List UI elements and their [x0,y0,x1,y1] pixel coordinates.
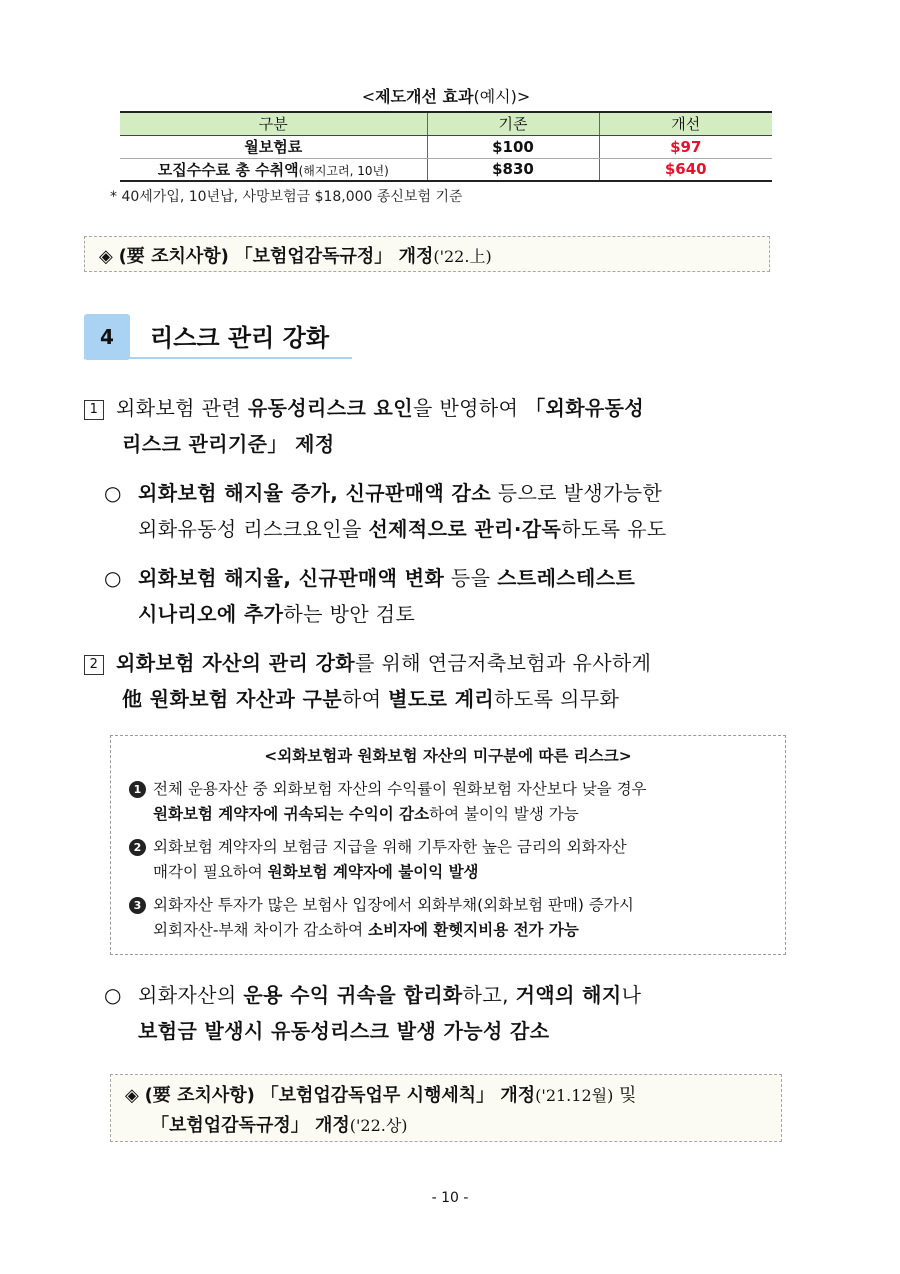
item-text-bold: 유동성리스크 요인 [247,396,413,420]
bullet-text: 외화자산의 [138,983,244,1007]
action-box-1 [84,236,770,272]
bullet-text: 등으로 발생가능한 [490,481,663,505]
bullet-text-bold: 선제적으로 관리·감독 [368,517,562,541]
item-text: 하도록 의무화 [494,687,620,711]
action-text: 「보험업감독규정」 개정 [234,246,434,267]
risk-text: 외화자산 투자가 많은 보험사 입장에서 외화부채(외화보험 판매) 증가시 [153,896,634,914]
row-after-value: $640 [599,158,772,181]
action-date: ('22.상) [349,1116,408,1135]
bullet-text-bold: 거액의 해지 [515,983,622,1007]
item-text-bold: 「외화유동성 [525,396,645,420]
bullet-text: 하도록 유도 [561,517,667,541]
number-1-icon: 1 [129,781,146,798]
bullet-circle-icon: ○ [104,481,122,505]
section-underline [84,357,352,359]
action-text: 「보험업감독업무 시행세칙」 개정 [260,1085,536,1106]
item-1 [84,390,784,462]
action-date: ('22.上) [433,247,492,266]
action-text: 「보험업감독규정」 개정 [151,1115,350,1136]
bullet-circle-icon: ○ [104,983,122,1007]
risk-text: 전체 운용자산 중 외화보험 자산의 수익률이 원화보험 자산보다 낮을 경우 [153,780,647,798]
action-box-2 [110,1074,782,1142]
row-before-value: $830 [427,158,599,181]
section-number: 4 [84,314,130,360]
row-after-value: $97 [599,135,772,158]
item-text: 외화보험 관련 [116,396,248,420]
risk-text: 매각이 필요하여 [153,863,268,881]
number-2-icon: 2 [129,839,146,856]
bullet-text: 나 [621,983,642,1007]
risk-text-bold: 원화보험 계약자에 불이익 발생 [267,863,479,881]
header-before: 기존 [427,112,599,135]
action-label: (要 조치사항) [118,246,229,267]
bullet-text: 하고, [462,983,516,1007]
risk-item [129,777,767,827]
item-text-bold: 리스크 관리기준」 제정 [122,432,335,456]
row-label: 모집수수료 총 수취액 [157,160,299,179]
bullet-text-bold: 보험금 발생시 유동성리스크 발생 가능성 감소 [138,1019,550,1043]
table-footnote: * 40세가입, 10년납, 사망보험금 $18,000 종신보험 기준 [110,189,463,205]
bullet-3 [104,977,784,1049]
bullet-text: 등을 [444,566,498,590]
bullet-text-bold: 스트레스테스트 [497,566,636,590]
item-text-bold: 외화보험 자산의 관리 강화 [116,651,356,675]
action-date: ('21.12월) [535,1086,614,1105]
bullet-circle-icon: ○ [104,566,122,590]
item-text: 를 위해 연금저축보험과 유사하게 [355,651,652,675]
item-text-bold: 별도로 계리 [388,687,495,711]
item-number-box: 1 [84,400,104,420]
number-3-icon: 3 [129,897,146,914]
row-before-value: $100 [427,135,599,158]
table-header-row [120,112,772,135]
item-number-box: 2 [84,655,104,675]
table-caption-suffix: (예시) [473,87,517,106]
risk-box-title: <외화보험과 원화보험 자산의 미구분에 따른 리스크> [264,747,632,765]
item-text: 하여 [341,687,389,711]
risk-box [110,735,786,955]
table-row [120,158,772,181]
row-label-note: (해지고려, 10년) [298,163,389,178]
bullet-text-bold: 외화보험 해지율 증가, 신규판매액 감소 [138,481,491,505]
table-row [120,135,772,158]
action-label: (要 조치사항) [144,1085,255,1106]
bullet-text: 외화유동성 리스크요인을 [138,517,369,541]
diamond-icon: ◈ [125,1085,139,1106]
item-text: 을 반영하여 [412,396,526,420]
row-label: 월보험료 [120,135,427,158]
bullet-text-bold: 외화보험 해지율, 신규판매액 변화 [138,566,445,590]
bullet-text-bold: 운용 수익 귀속을 합리화 [243,983,463,1007]
bullet-1 [104,475,784,547]
risk-item [129,893,767,943]
table-caption-title: 제도개선 효과 [375,87,474,106]
table-caption: <제도개선 효과(예시)> [361,87,531,106]
header-category: 구분 [120,112,427,135]
risk-item [129,835,767,885]
header-after: 개선 [599,112,772,135]
effect-table [120,111,772,182]
item-2 [84,645,784,717]
item-text-bold: 他 원화보험 자산과 구분 [122,687,342,711]
risk-text-bold: 원화보험 계약자에 귀속되는 수익이 감소 [153,805,430,823]
diamond-icon: ◈ [99,246,113,267]
bullet-text-bold: 시나리오에 추가 [138,602,284,626]
bullet-2 [104,560,784,632]
section-title: 리스크 관리 강화 [150,324,329,352]
risk-text: 외화보험 계약자의 보험금 지급을 위해 기투자한 높은 금리의 외화자산 [153,838,627,856]
bullet-text: 하는 방안 검토 [283,602,416,626]
risk-text: 외회자산-부채 차이가 감소하여 [153,921,369,939]
risk-text-bold: 소비자에 환헷지비용 전가 가능 [368,921,579,939]
action-conjunction: 및 [613,1085,637,1106]
row-label-cell [120,158,427,181]
page-number: - 10 - [431,1190,469,1206]
risk-text: 하여 불이익 발생 가능 [429,805,579,823]
